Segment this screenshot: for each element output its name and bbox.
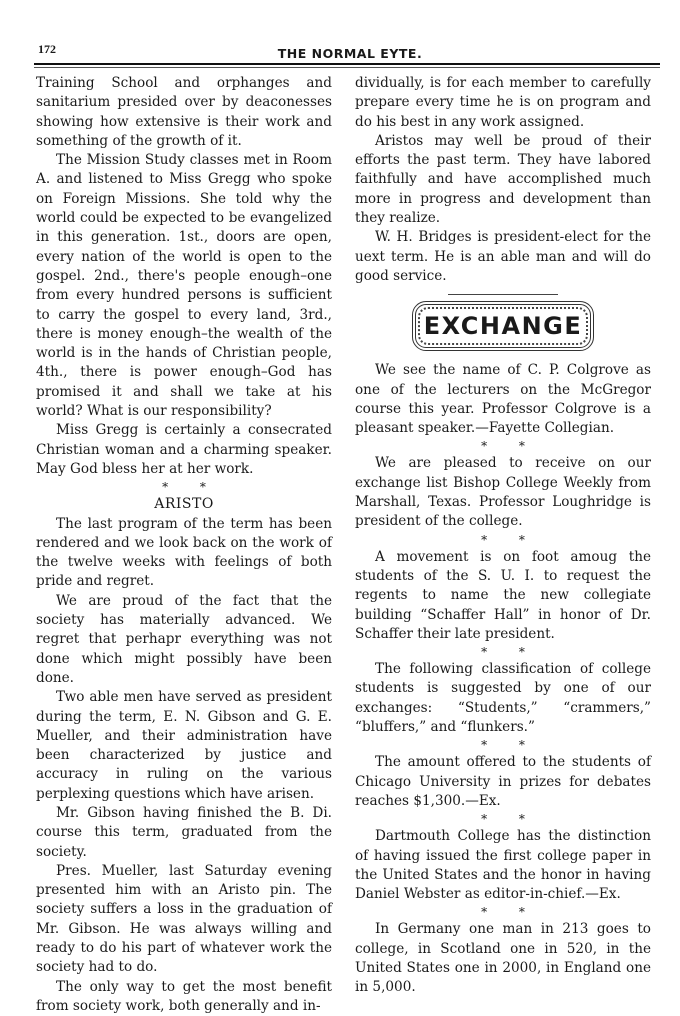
exchange-banner [412, 301, 594, 351]
right-column [355, 74, 651, 998]
separator: * * [162, 480, 220, 495]
paragraph: W. H. Bridges is president-elect for the uext term. He is an able man and will do good service. [355, 229, 651, 284]
paragraph: Two able men have served as president during the term, E. N. Gibson and G. E. Mueller, and their administration have been characterized by justice and accuracy in ruling on the various perplexing questions which have arisen. [36, 689, 332, 802]
paragraph: We see the name of C. P. Colgrove as one of the lecturers on the McGregor course this year. Professor Colgrove is a pleasant speaker.—Fayette Collegian. [355, 362, 651, 437]
paragraph: Training School and orphanges and sanitarium presided over by deaconesses showing how extensive is their work and something of the growth of it. [36, 75, 332, 149]
separator: * * [481, 905, 539, 920]
running-title: THE NORMAL EYTE. [277, 46, 423, 61]
header-rule-thick [34, 63, 660, 65]
paragraph: dividually, is for each member to carefully prepare every time he is on program and do his best in any work assigned. [355, 75, 651, 130]
paragraph: The amount offered to the students of Chicago University in prizes for debates reaches $1,300.—Ex. [355, 754, 651, 809]
paragraph: We are pleased to receive on our exchange list Bishop College Weekly from Marshall, Texas. Professor Loughridge is president of the college. [355, 455, 651, 530]
separator: * * [481, 439, 539, 454]
paragraph: The Mission Study classes met in Room A. and listened to Miss Gregg who spoke on Foreign Missions. She told why the world could be expected to be evangelized in this generation. 1st., doors are open, every nation of the world is open to the gospel. 2nd., there's people enough–one from every hundred persons is sufficient to carry the gospel to every land, 3rd., there is money enough–the wealth of the world is in the hands of Christian people, 4th., there is power enough–God has promised it and shall we take at his world? What is our responsibility? [36, 152, 332, 420]
paragraph: In Germany one man in 213 goes to college, in Scotland one in 520, in the United States one in 2000, in England one in 5,000. [355, 921, 651, 996]
separator: * * [481, 645, 539, 660]
paragraph: Miss Gregg is certainly a consecrated Christian woman and a charming speaker. May God bless her at her work. [36, 422, 332, 477]
header-rule-thin [34, 67, 660, 68]
left-column [36, 74, 332, 1016]
page-number: 172 [38, 42, 56, 56]
section-heading-aristo: ARISTO [154, 496, 214, 513]
paragraph: A movement is on foot amoug the students of the S. U. I. to request the regents to name the new collegiate building “Schaffer Hall” in honor of Dr. Schaffer their late president. [355, 548, 651, 642]
separator: * * [481, 812, 539, 827]
paragraph: The last program of the term has been rendered and we look back on the work of the twelve weeks with feelings of both pride and regret. [36, 515, 332, 590]
paragraph: Aristos may well be proud of their efforts the past term. They have labored faithfully and have accomplished much more in progress and development than they realize. [355, 132, 651, 227]
section-divider [448, 294, 558, 295]
paragraph: The following classification of college students is suggested by one of our exchanges: “Students,” “crammers,” “bluffers,” and “flunkers.” [355, 661, 651, 736]
paragraph: The only way to get the most benefit from society work, both generally and in- [36, 978, 332, 1014]
paragraph: Mr. Gibson having finished the B. Di. course this term, graduated from the society. [36, 804, 332, 860]
paragraph: Pres. Mueller, last Saturday evening presented him with an Aristo pin. The society suffers a loss in the graduation of Mr. Gibson. He was always willing and ready to do his part of whatever work the society had to do. [36, 862, 332, 976]
paragraph: Dartmouth College has the distinction of having issued the first college paper in the United States and the honor in having Daniel Webster as editor-in-chief.—Ex. [355, 828, 651, 903]
separator: * * [481, 738, 539, 753]
exchange-banner-text: EXCHANGE [423, 311, 583, 340]
paragraph: We are proud of the fact that the society has materially advanced. We regret that perhapr everything was not done which might possibly have been done. [36, 592, 332, 686]
separator: * * [481, 532, 539, 547]
